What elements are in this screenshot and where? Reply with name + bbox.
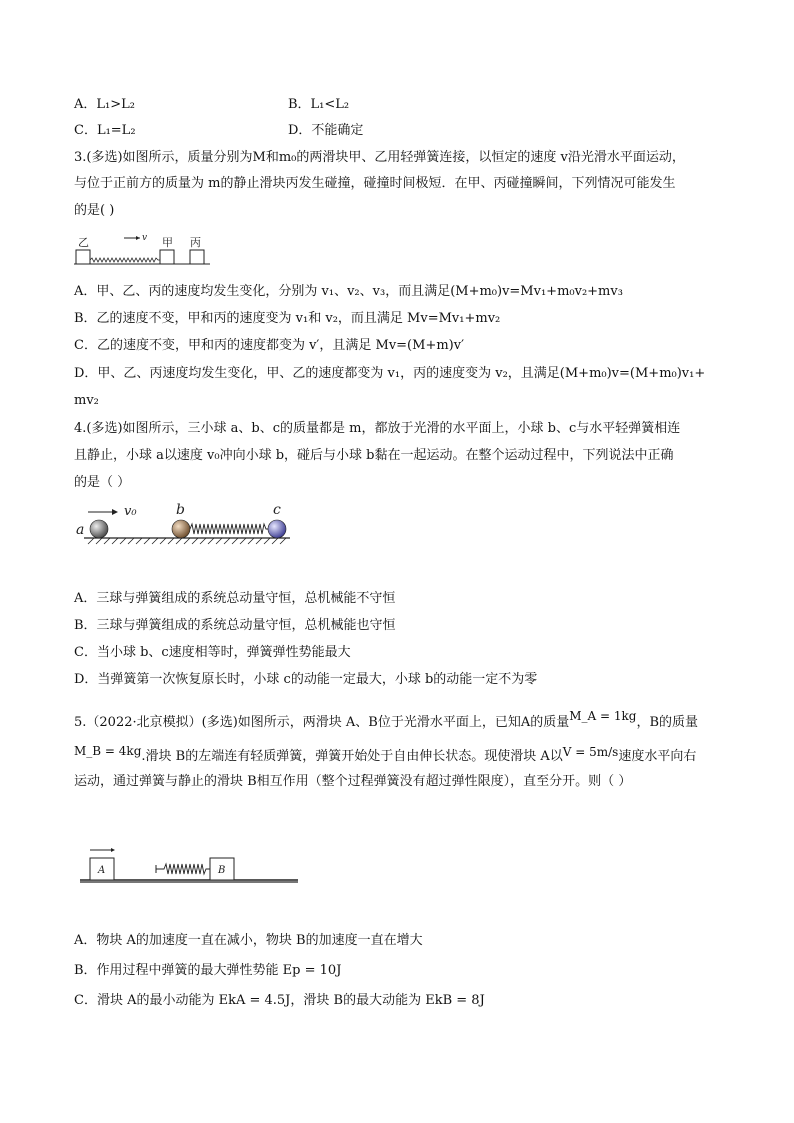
prev-option-d: D．不能确定	[288, 123, 364, 138]
q4-stem-line1: 4.(多选)如图所示，三小球 a、b、c的质量都是 m，都放于光滑的水平面上，小球 b、c与水平轻弹簧相连	[74, 421, 681, 436]
prev-option-b: B．L₁<L₂	[288, 97, 350, 112]
q3-option-b: B．乙的速度不变，甲和丙的速度变为 v₁和 v₂，而且满足 Mv=Mv₁+mv₂	[74, 311, 501, 326]
q3-stem-line3: 的是( )	[74, 203, 115, 218]
prev-option-c: C．L₁=L₂	[74, 123, 136, 138]
q5-stem-line1	[74, 709, 699, 732]
q3-option-c: C．乙的速度不变，甲和丙的速度都变为 v′，且满足 Mv=(M+m)v′	[74, 338, 465, 353]
q4-fig-label-a: a	[76, 522, 85, 538]
q5-stem2-part1: .滑块 B的左端连有轻质弹簧，弹簧开始处于自由伸长状态。现使滑块 A以	[141, 749, 563, 764]
q4-option-c: C．当小球 b、c速度相等时，弹簧弹性势能最大	[74, 645, 351, 660]
prev-option-a: A．L₁>L₂	[74, 97, 135, 112]
q4-stem-line2: 且静止，小球 a以速度 v₀冲向小球 b，碰后与小球 b黏在一起运动。在整个运动过程中，下列说法中正确	[74, 448, 674, 463]
q4-fig-label-v0: v₀	[124, 504, 137, 519]
q5-mass-a: M_A = 1kg	[569, 709, 637, 723]
q3-figure	[74, 228, 214, 268]
q5-stem1-part2: ，B的质量	[636, 715, 699, 730]
q3-fig-label-bing: 丙	[190, 236, 201, 249]
q4-fig-label-b: b	[176, 502, 185, 518]
q3-stem-line1: 3.(多选)如图所示，质量分别为M和m₀的两滑块甲、乙用轻弹簧连接，以恒定的速度 v沿光滑水平面运动，	[74, 150, 685, 165]
q4-option-a: A．三球与弹簧组成的系统总动量守恒，总机械能不守恒	[74, 591, 396, 606]
q3-fig-label-v: v	[142, 233, 148, 243]
q4-figure	[74, 500, 296, 550]
q5-fig-label-b: B	[218, 865, 226, 876]
q5-stem-line3: 运动，通过弹簧与静止的滑块 B相互作用（整个过程弹簧没有超过弹性限度），直至分开。则（ ）	[74, 774, 632, 789]
q4-fig-label-c: c	[273, 502, 281, 518]
q3-option-d-line1: D．甲、乙、丙速度均发生变化，甲、乙的速度都变为 v₁，丙的速度变为 v₂，且满足(M+m₀)v=(M+m₀)v₁+	[74, 366, 706, 381]
q3-fig-label-jia: 甲	[162, 236, 173, 249]
q5-figure	[80, 840, 302, 890]
q3-option-d-line2: mv₂	[74, 393, 99, 408]
q3-stem-line2: 与位于正前方的质量为 m的静止滑块丙发生碰撞，碰撞时间极短．在甲、丙碰撞瞬间，下列情况可能发生	[74, 176, 676, 191]
q5-stem1-part1: 5.（2022·北京模拟）(多选)如图所示，两滑块 A、B位于光滑水平面上，已知A的质量	[74, 715, 570, 730]
q5-stem-line2	[74, 744, 697, 766]
q5-option-b: B．作用过程中弹簧的最大弹性势能 Ep = 10J	[74, 963, 342, 978]
q4-option-b: B．三球与弹簧组成的系统总动量守恒，总机械能也守恒	[74, 618, 396, 633]
q5-stem2-part2: 速度水平向右	[618, 749, 697, 764]
q3-option-a: A．甲、乙、丙的速度均发生变化，分别为 v₁、v₂、v₃，而且满足(M+m₀)v=Mv₁+m₀v₂+mv₃	[74, 284, 623, 299]
q5-fig-label-a: A	[98, 865, 106, 876]
q4-option-d: D．当弹簧第一次恢复原长时，小球 c的动能一定最大，小球 b的动能一定不为零	[74, 672, 538, 687]
q3-fig-label-yi: 乙	[78, 236, 89, 249]
q5-velocity: V = 5m/s	[562, 745, 619, 759]
q4-stem-line3: 的是（ ）	[74, 475, 131, 490]
q5-option-c: C．滑块 A的最小动能为 EkA = 4.5J，滑块 B的最大动能为 EkB = 8J	[74, 993, 485, 1008]
q5-mass-b: M_B = 4kg	[74, 744, 142, 758]
q5-option-a: A．物块 A的加速度一直在减小，物块 B的加速度一直在增大	[74, 933, 423, 948]
